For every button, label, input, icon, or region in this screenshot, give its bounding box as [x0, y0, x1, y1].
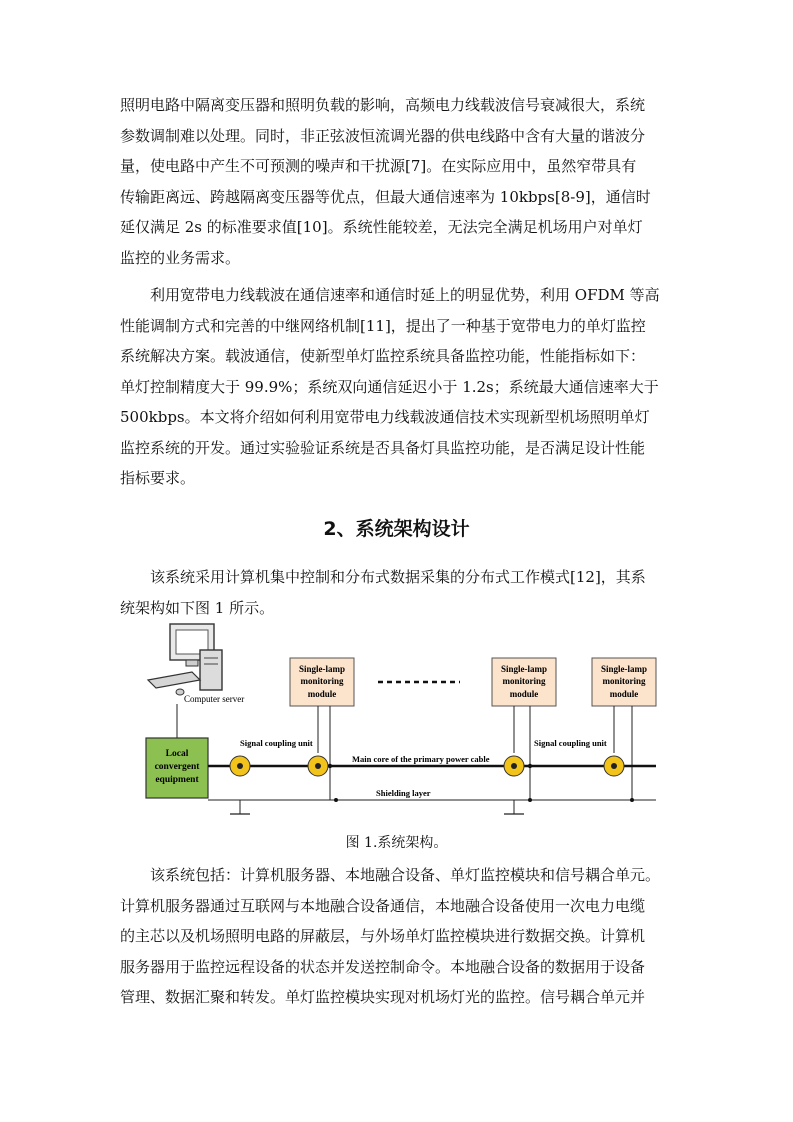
paragraph-3	[120, 562, 674, 623]
single-lamp-module-1	[290, 658, 354, 706]
text-line: 传输距离远、跨越隔离变压器等优点，但最大通信速率为 10kbps[8-9]，通信时	[120, 187, 651, 206]
module-label: monitoring	[502, 676, 546, 686]
text-line: 计算机服务器通过互联网与本地融合设备通信，本地融合设备使用一次电力电缆	[120, 896, 646, 915]
module-label: module	[609, 689, 639, 699]
computer-icon	[148, 624, 222, 695]
module-label: Single-lamp	[500, 664, 548, 674]
paragraph-1	[120, 90, 674, 273]
system-architecture-figure	[140, 620, 660, 826]
text-line: 统架构如下图 1 所示。	[120, 598, 275, 617]
module-label: monitoring	[300, 676, 344, 686]
module-label: Single-lamp	[600, 664, 648, 674]
ground-symbol	[504, 800, 524, 814]
module-label: monitoring	[602, 676, 646, 686]
paragraph-2	[120, 280, 674, 494]
text-line: 单灯控制精度大于 99.9%；系统双向通信延迟小于 1.2s；系统最大通信速率大于	[120, 377, 659, 396]
single-lamp-module-3	[592, 658, 656, 706]
section-heading: 2、系统架构设计	[323, 518, 470, 540]
signal-coupling-unit	[230, 756, 250, 776]
text-line: 服务器用于监控远程设备的状态并发送控制命令。本地融合设备的数据用于设备	[120, 957, 646, 976]
text-line: 指标要求。	[120, 469, 196, 487]
local-label: Local	[165, 749, 189, 759]
text-line: 该系统采用计算机集中控制和分布式数据采集的分布式工作模式[12]，其系	[120, 568, 646, 586]
signal-coupling-unit	[504, 756, 524, 776]
ground-symbol	[230, 800, 250, 814]
main-cable-label: Main core of the primary power cable	[352, 754, 490, 764]
module-label: Single-lamp	[298, 664, 346, 674]
text-line: 500kbps。本文将介绍如何利用宽带电力线载波通信技术实现新型机场照明单灯	[120, 408, 650, 426]
text-line: 照明电路中隔离变压器和照明负载的影响，高频电力线载波信号衰减很大，系统	[120, 96, 646, 114]
text-line: 参数调制难以处理。同时，非正弦波恒流调光器的供电线路中含有大量的谐波分	[120, 126, 646, 145]
computer-server-label: Computer server	[184, 694, 245, 704]
signal-coupling-unit	[604, 756, 624, 776]
signal-coupling-label-left: Signal coupling unit	[240, 738, 313, 748]
text-line: 监控系统的开发。通过实验验证系统是否具备灯具监控功能，是否满足设计性能	[120, 438, 646, 457]
text-line: 监控的业务需求。	[120, 248, 241, 267]
signal-coupling-unit	[308, 756, 328, 776]
figure-caption: 图 1.系统架构。	[345, 835, 448, 851]
paragraph-4	[120, 860, 674, 1013]
text-line: 量，使电路中产生不可预测的噪声和干扰源[7]。在实际应用中，虽然窄带具有	[120, 157, 637, 175]
equipment-label: equipment	[155, 775, 199, 785]
signal-coupling-label-right: Signal coupling unit	[534, 738, 607, 748]
text-line: 性能调制方式和完善的中继网络机制[11]，提出了一种基于宽带电力的单灯监控	[120, 316, 646, 335]
module-label: module	[307, 689, 337, 699]
text-line: 管理、数据汇聚和转发。单灯监控模块实现对机场灯光的监控。信号耦合单元并	[120, 988, 646, 1006]
shielding-layer-label: Shielding layer	[376, 788, 431, 798]
text-line: 的主芯以及机场照明电路的屏蔽层，与外场单灯监控模块进行数据交换。计算机	[120, 927, 646, 945]
convergent-label: convergent	[154, 762, 200, 772]
single-lamp-module-2	[492, 658, 556, 706]
text-line: 系统解决方案。载波通信，使新型单灯监控系统具备监控功能，性能指标如下：	[120, 347, 646, 365]
text-line: 利用宽带电力线载波在通信速率和通信时延上的明显优势，利用 OFDM 等高	[120, 286, 660, 304]
text-line: 延仅满足 2s 的标准要求值[10]。系统性能较差，无法完全满足机场用户对单灯	[120, 218, 643, 236]
text-line: 该系统包括：计算机服务器、本地融合设备、单灯监控模块和信号耦合单元。	[120, 866, 661, 884]
module-label: module	[509, 689, 539, 699]
